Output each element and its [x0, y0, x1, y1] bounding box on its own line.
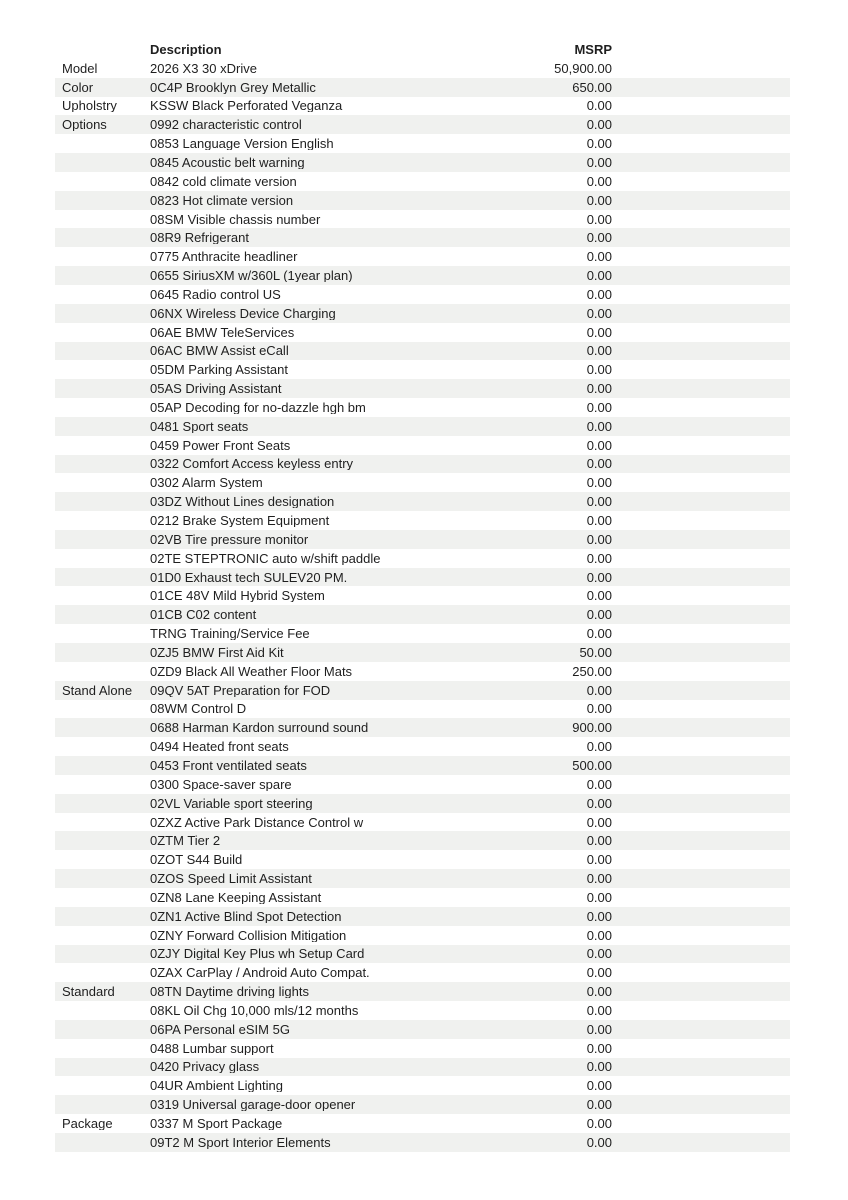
- description-cell: 06AE BMW TeleServices: [150, 325, 295, 339]
- msrp-cell: 0.00: [586, 531, 612, 547]
- description-cell: 0ZOS Speed Limit Assistant: [150, 872, 312, 886]
- description-cell: 0ZXZ Active Park Distance Control w: [150, 815, 364, 829]
- category-cell: Color: [62, 80, 94, 94]
- msrp-cell: 0.00: [586, 946, 612, 962]
- table-row: [55, 228, 790, 247]
- msrp-cell: 0.00: [586, 1097, 612, 1113]
- table-row: [55, 568, 790, 587]
- table-row: [55, 417, 790, 436]
- msrp-cell: 0.00: [586, 136, 612, 152]
- msrp-cell: 0.00: [586, 494, 612, 510]
- table-row: [55, 1114, 790, 1133]
- table-row: [55, 1058, 790, 1077]
- msrp-cell: 0.00: [586, 475, 612, 491]
- description-cell: 0775 Anthracite headliner: [150, 250, 298, 264]
- description-cell: 01CB C02 content: [150, 608, 257, 622]
- column-header-description: Description: [150, 42, 222, 56]
- table-row: [55, 1095, 790, 1114]
- description-cell: 04UR Ambient Lighting: [150, 1079, 283, 1093]
- msrp-cell: 0.00: [586, 192, 612, 208]
- table-row: [55, 700, 790, 719]
- table-row: [55, 963, 790, 982]
- description-cell: 08WM Control D: [150, 702, 247, 716]
- table-row: [55, 379, 790, 398]
- category-cell: Model: [62, 61, 98, 75]
- table-row: [55, 737, 790, 756]
- msrp-cell: 0.00: [586, 984, 612, 1000]
- table-row: [55, 191, 790, 210]
- options-table: [55, 40, 790, 1152]
- table-row: [55, 492, 790, 511]
- description-cell: 0ZN8 Lane Keeping Assistant: [150, 890, 322, 904]
- table-row: [55, 1076, 790, 1095]
- description-cell: 09QV 5AT Preparation for FOD: [150, 683, 331, 697]
- msrp-cell: 0.00: [586, 456, 612, 472]
- table-row: [55, 813, 790, 832]
- description-cell: 0453 Front ventilated seats: [150, 758, 307, 772]
- msrp-cell: 0.00: [586, 513, 612, 529]
- description-cell: 09T2 M Sport Interior Elements: [150, 1135, 331, 1149]
- msrp-cell: 0.00: [586, 324, 612, 340]
- msrp-cell: 0.00: [586, 550, 612, 566]
- table-row: [55, 172, 790, 191]
- description-cell: 0481 Sport seats: [150, 419, 249, 433]
- description-cell: 0ZN1 Active Blind Spot Detection: [150, 909, 342, 923]
- msrp-cell: 0.00: [586, 814, 612, 830]
- table-row: [55, 907, 790, 926]
- table-row: [55, 134, 790, 153]
- msrp-cell: 0.00: [586, 211, 612, 227]
- description-cell: KSSW Black Perforated Veganza: [150, 99, 343, 113]
- description-cell: 0322 Comfort Access keyless entry: [150, 457, 354, 471]
- msrp-cell: 0.00: [586, 1078, 612, 1094]
- table-row: [55, 549, 790, 568]
- table-row: [55, 511, 790, 530]
- msrp-cell: 0.00: [586, 249, 612, 265]
- table-row: [55, 756, 790, 775]
- table-row: [55, 342, 790, 361]
- table-row: [55, 323, 790, 342]
- description-cell: 01CE 48V Mild Hybrid System: [150, 589, 325, 603]
- description-cell: 0459 Power Front Seats: [150, 438, 291, 452]
- msrp-cell: 0.00: [586, 965, 612, 981]
- table-row: [55, 59, 790, 78]
- table-rows: [55, 59, 790, 1152]
- description-cell: 06PA Personal eSIM 5G: [150, 1022, 290, 1036]
- table-row: [55, 360, 790, 379]
- msrp-cell: 500.00: [572, 757, 612, 773]
- description-cell: 0992 characteristic control: [150, 118, 302, 132]
- msrp-cell: 0.00: [586, 701, 612, 717]
- msrp-cell: 0.00: [586, 230, 612, 246]
- category-cell: Standard: [62, 985, 115, 999]
- msrp-cell: 0.00: [586, 362, 612, 378]
- table-row: [55, 624, 790, 643]
- msrp-cell: 0.00: [586, 286, 612, 302]
- table-row: [55, 436, 790, 455]
- description-cell: 02VL Variable sport steering: [150, 796, 313, 810]
- table-row: [55, 473, 790, 492]
- description-cell: 0ZNY Forward Collision Mitigation: [150, 928, 347, 942]
- description-cell: 06AC BMW Assist eCall: [150, 344, 289, 358]
- msrp-cell: 0.00: [586, 98, 612, 114]
- description-cell: 0ZAX CarPlay / Android Auto Compat.: [150, 966, 370, 980]
- msrp-cell: 0.00: [586, 739, 612, 755]
- msrp-cell: 0.00: [586, 1116, 612, 1132]
- msrp-cell: 0.00: [586, 1040, 612, 1056]
- msrp-cell: 50.00: [579, 644, 612, 660]
- msrp-cell: 0.00: [586, 927, 612, 943]
- category-cell: Options: [62, 118, 107, 132]
- msrp-cell: 0.00: [586, 776, 612, 792]
- description-cell: 02TE STEPTRONIC auto w/shift paddle: [150, 551, 381, 565]
- msrp-cell: 650.00: [572, 79, 612, 95]
- description-cell: 2026 X3 30 xDrive: [150, 61, 257, 75]
- description-cell: 08TN Daytime driving lights: [150, 985, 309, 999]
- description-cell: 0C4P Brooklyn Grey Metallic: [150, 80, 316, 94]
- msrp-cell: 0.00: [586, 305, 612, 321]
- msrp-cell: 0.00: [586, 343, 612, 359]
- table-row: [55, 586, 790, 605]
- msrp-cell: 0.00: [586, 871, 612, 887]
- category-cell: Stand Alone: [62, 683, 133, 697]
- table-row: [55, 398, 790, 417]
- table-row: [55, 926, 790, 945]
- table-row: [55, 681, 790, 700]
- description-cell: 0688 Harman Kardon surround sound: [150, 721, 369, 735]
- table-row: [55, 285, 790, 304]
- table-row: [55, 982, 790, 1001]
- table-row: [55, 78, 790, 97]
- table-row: [55, 662, 790, 681]
- msrp-cell: 0.00: [586, 795, 612, 811]
- description-cell: 05AS Driving Assistant: [150, 382, 282, 396]
- msrp-cell: 0.00: [586, 1002, 612, 1018]
- table-row: [55, 210, 790, 229]
- table-row: [55, 794, 790, 813]
- msrp-cell: 0.00: [586, 852, 612, 868]
- table-row: [55, 869, 790, 888]
- table-row: [55, 115, 790, 134]
- msrp-cell: 0.00: [586, 682, 612, 698]
- description-cell: 08KL Oil Chg 10,000 mls/12 months: [150, 1003, 359, 1017]
- msrp-cell: 0.00: [586, 889, 612, 905]
- table-row: [55, 153, 790, 172]
- msrp-cell: 0.00: [586, 569, 612, 585]
- msrp-cell: 50,900.00: [554, 60, 612, 76]
- table-row: [55, 1133, 790, 1152]
- description-cell: 0845 Acoustic belt warning: [150, 155, 305, 169]
- description-cell: 0ZOT S44 Build: [150, 853, 243, 867]
- description-cell: 0420 Privacy glass: [150, 1060, 260, 1074]
- description-cell: 06NX Wireless Device Charging: [150, 306, 336, 320]
- table-row: [55, 266, 790, 285]
- msrp-cell: 0.00: [586, 437, 612, 453]
- msrp-cell: 0.00: [586, 173, 612, 189]
- description-cell: 0655 SiriusXM w/360L (1year plan): [150, 269, 353, 283]
- table-row: [55, 850, 790, 869]
- description-cell: 0ZD9 Black All Weather Floor Mats: [150, 664, 353, 678]
- msrp-cell: 0.00: [586, 418, 612, 434]
- description-cell: 0302 Alarm System: [150, 476, 263, 490]
- table-row: [55, 304, 790, 323]
- description-cell: 05AP Decoding for no-dazzle hgh bm: [150, 400, 366, 414]
- description-cell: 0ZJY Digital Key Plus wh Setup Card: [150, 947, 365, 961]
- description-cell: 03DZ Without Lines designation: [150, 495, 335, 509]
- description-cell: 05DM Parking Assistant: [150, 363, 289, 377]
- description-cell: 0ZTM Tier 2: [150, 834, 221, 848]
- msrp-cell: 900.00: [572, 720, 612, 736]
- description-cell: 02VB Tire pressure monitor: [150, 532, 309, 546]
- description-cell: 01D0 Exhaust tech SULEV20 PM.: [150, 570, 348, 584]
- msrp-cell: 0.00: [586, 399, 612, 415]
- msrp-cell: 0.00: [586, 607, 612, 623]
- table-row: [55, 775, 790, 794]
- description-cell: 0853 Language Version English: [150, 137, 334, 151]
- description-cell: 08SM Visible chassis number: [150, 212, 321, 226]
- table-row: [55, 945, 790, 964]
- description-cell: 0337 M Sport Package: [150, 1117, 283, 1131]
- category-cell: Upholstry: [62, 99, 117, 113]
- table-row: [55, 605, 790, 624]
- msrp-cell: 0.00: [586, 626, 612, 642]
- description-cell: 0300 Space-saver spare: [150, 777, 292, 791]
- table-row: [55, 831, 790, 850]
- description-cell: 0645 Radio control US: [150, 287, 281, 301]
- msrp-cell: 0.00: [586, 1021, 612, 1037]
- msrp-cell: 0.00: [586, 908, 612, 924]
- msrp-cell: 250.00: [572, 663, 612, 679]
- column-header-msrp: MSRP: [574, 41, 612, 57]
- table-row: [55, 247, 790, 266]
- description-cell: 0212 Brake System Equipment: [150, 514, 330, 528]
- description-cell: 0494 Heated front seats: [150, 740, 289, 754]
- description-cell: TRNG Training/Service Fee: [150, 627, 310, 641]
- table-row: [55, 455, 790, 474]
- table-row: [55, 1039, 790, 1058]
- table-row: [55, 643, 790, 662]
- description-cell: 0823 Hot climate version: [150, 193, 294, 207]
- table-row: [55, 1020, 790, 1039]
- table-row: [55, 888, 790, 907]
- description-cell: 0319 Universal garage-door opener: [150, 1098, 356, 1112]
- msrp-cell: 0.00: [586, 381, 612, 397]
- table-row: [55, 1001, 790, 1020]
- msrp-cell: 0.00: [586, 117, 612, 133]
- table-row: [55, 97, 790, 116]
- table-row: [55, 530, 790, 549]
- description-cell: 0488 Lumbar support: [150, 1041, 274, 1055]
- msrp-cell: 0.00: [586, 154, 612, 170]
- category-cell: Package: [62, 1117, 113, 1131]
- description-cell: 0842 cold climate version: [150, 174, 297, 188]
- msrp-cell: 0.00: [586, 268, 612, 284]
- msrp-cell: 0.00: [586, 1059, 612, 1075]
- msrp-cell: 0.00: [586, 1134, 612, 1150]
- description-cell: 0ZJ5 BMW First Aid Kit: [150, 645, 284, 659]
- table-header-row: [55, 40, 790, 59]
- msrp-cell: 0.00: [586, 588, 612, 604]
- msrp-cell: 0.00: [586, 833, 612, 849]
- table-row: [55, 718, 790, 737]
- description-cell: 08R9 Refrigerant: [150, 231, 249, 245]
